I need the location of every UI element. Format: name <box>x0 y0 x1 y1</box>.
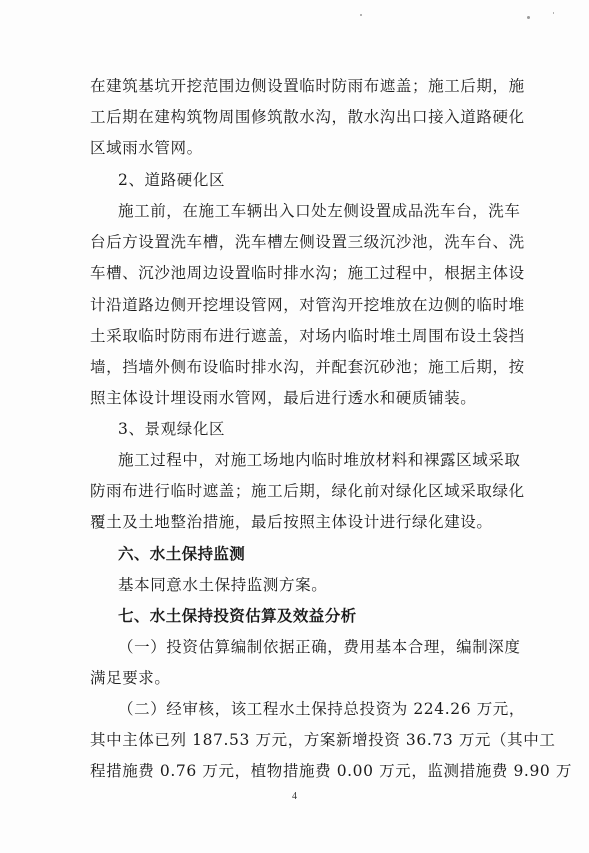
section-heading-road: 2、道路硬化区 <box>118 171 226 189</box>
section-heading-landscape: 3、景观绿化区 <box>118 420 226 438</box>
body-text-line: 施工过程中，对施工场地内临时堆放材料和裸露区域采取 <box>118 451 521 469</box>
body-text-line: 防雨布进行临时遮盖；施工后期，绿化前对绿化区域采取绿化 <box>90 482 525 500</box>
body-text-line: 其中主体已列 187.53 万元，方案新增投资 36.73 万元（其中工 <box>90 731 556 749</box>
scan-speck <box>527 16 530 19</box>
body-text-line: 照主体设计埋设雨水管网，最后进行透水和硬质铺装。 <box>90 389 477 407</box>
body-text-line: 计沿道路边侧开挖埋设管网，对管沟开挖堆放在边侧的临时堆 <box>90 296 525 314</box>
body-text-line: 满足要求。 <box>90 669 171 687</box>
body-text-line: 土采取临时防雨布进行遮盖，对场内临时堆土周围布设土袋挡 <box>90 327 525 345</box>
section-heading-monitoring: 六、水土保持监测 <box>118 545 246 563</box>
body-text-line: （二）经审核，该工程水土保持总投资为 224.26 万元， <box>118 700 525 718</box>
scan-speck <box>553 12 554 14</box>
section-heading-investment: 七、水土保持投资估算及效益分析 <box>118 607 357 625</box>
page-number: 4 <box>292 791 297 802</box>
body-text-line: （一）投资估算编制依据正确，费用基本合理，编制深度 <box>118 638 521 656</box>
scan-speck <box>360 14 362 16</box>
body-text-line: 工后期在建构筑物周围修筑散水沟，散水沟出口接入道路硬化 <box>90 108 525 126</box>
body-text-line: 基本同意水土保持监测方案。 <box>118 576 328 594</box>
body-text-line: 台后方设置洗车槽，洗车槽左侧设置三级沉沙池，洗车台、洗 <box>90 233 525 251</box>
body-text-line: 在建筑基坑开挖范围边侧设置临时防雨布遮盖；施工后期，施 <box>90 77 525 95</box>
body-text-line: 区域雨水管网。 <box>90 139 203 157</box>
body-text-line: 覆土及土地整治措施，最后按照主体设计进行绿化建设。 <box>90 513 493 531</box>
body-text-line: 车槽、沉沙池周边设置临时排水沟；施工过程中，根据主体设 <box>90 264 525 282</box>
body-text-line: 墙，挡墙外侧布设临时排水沟，并配套沉砂池；施工后期，按 <box>90 358 525 376</box>
body-text-line: 程措施费 0.76 万元，植物措施费 0.00 万元，监测措施费 9.90 万 <box>90 762 572 780</box>
body-text-line: 施工前，在施工车辆出入口处左侧设置成品洗车台，洗车 <box>118 202 521 220</box>
